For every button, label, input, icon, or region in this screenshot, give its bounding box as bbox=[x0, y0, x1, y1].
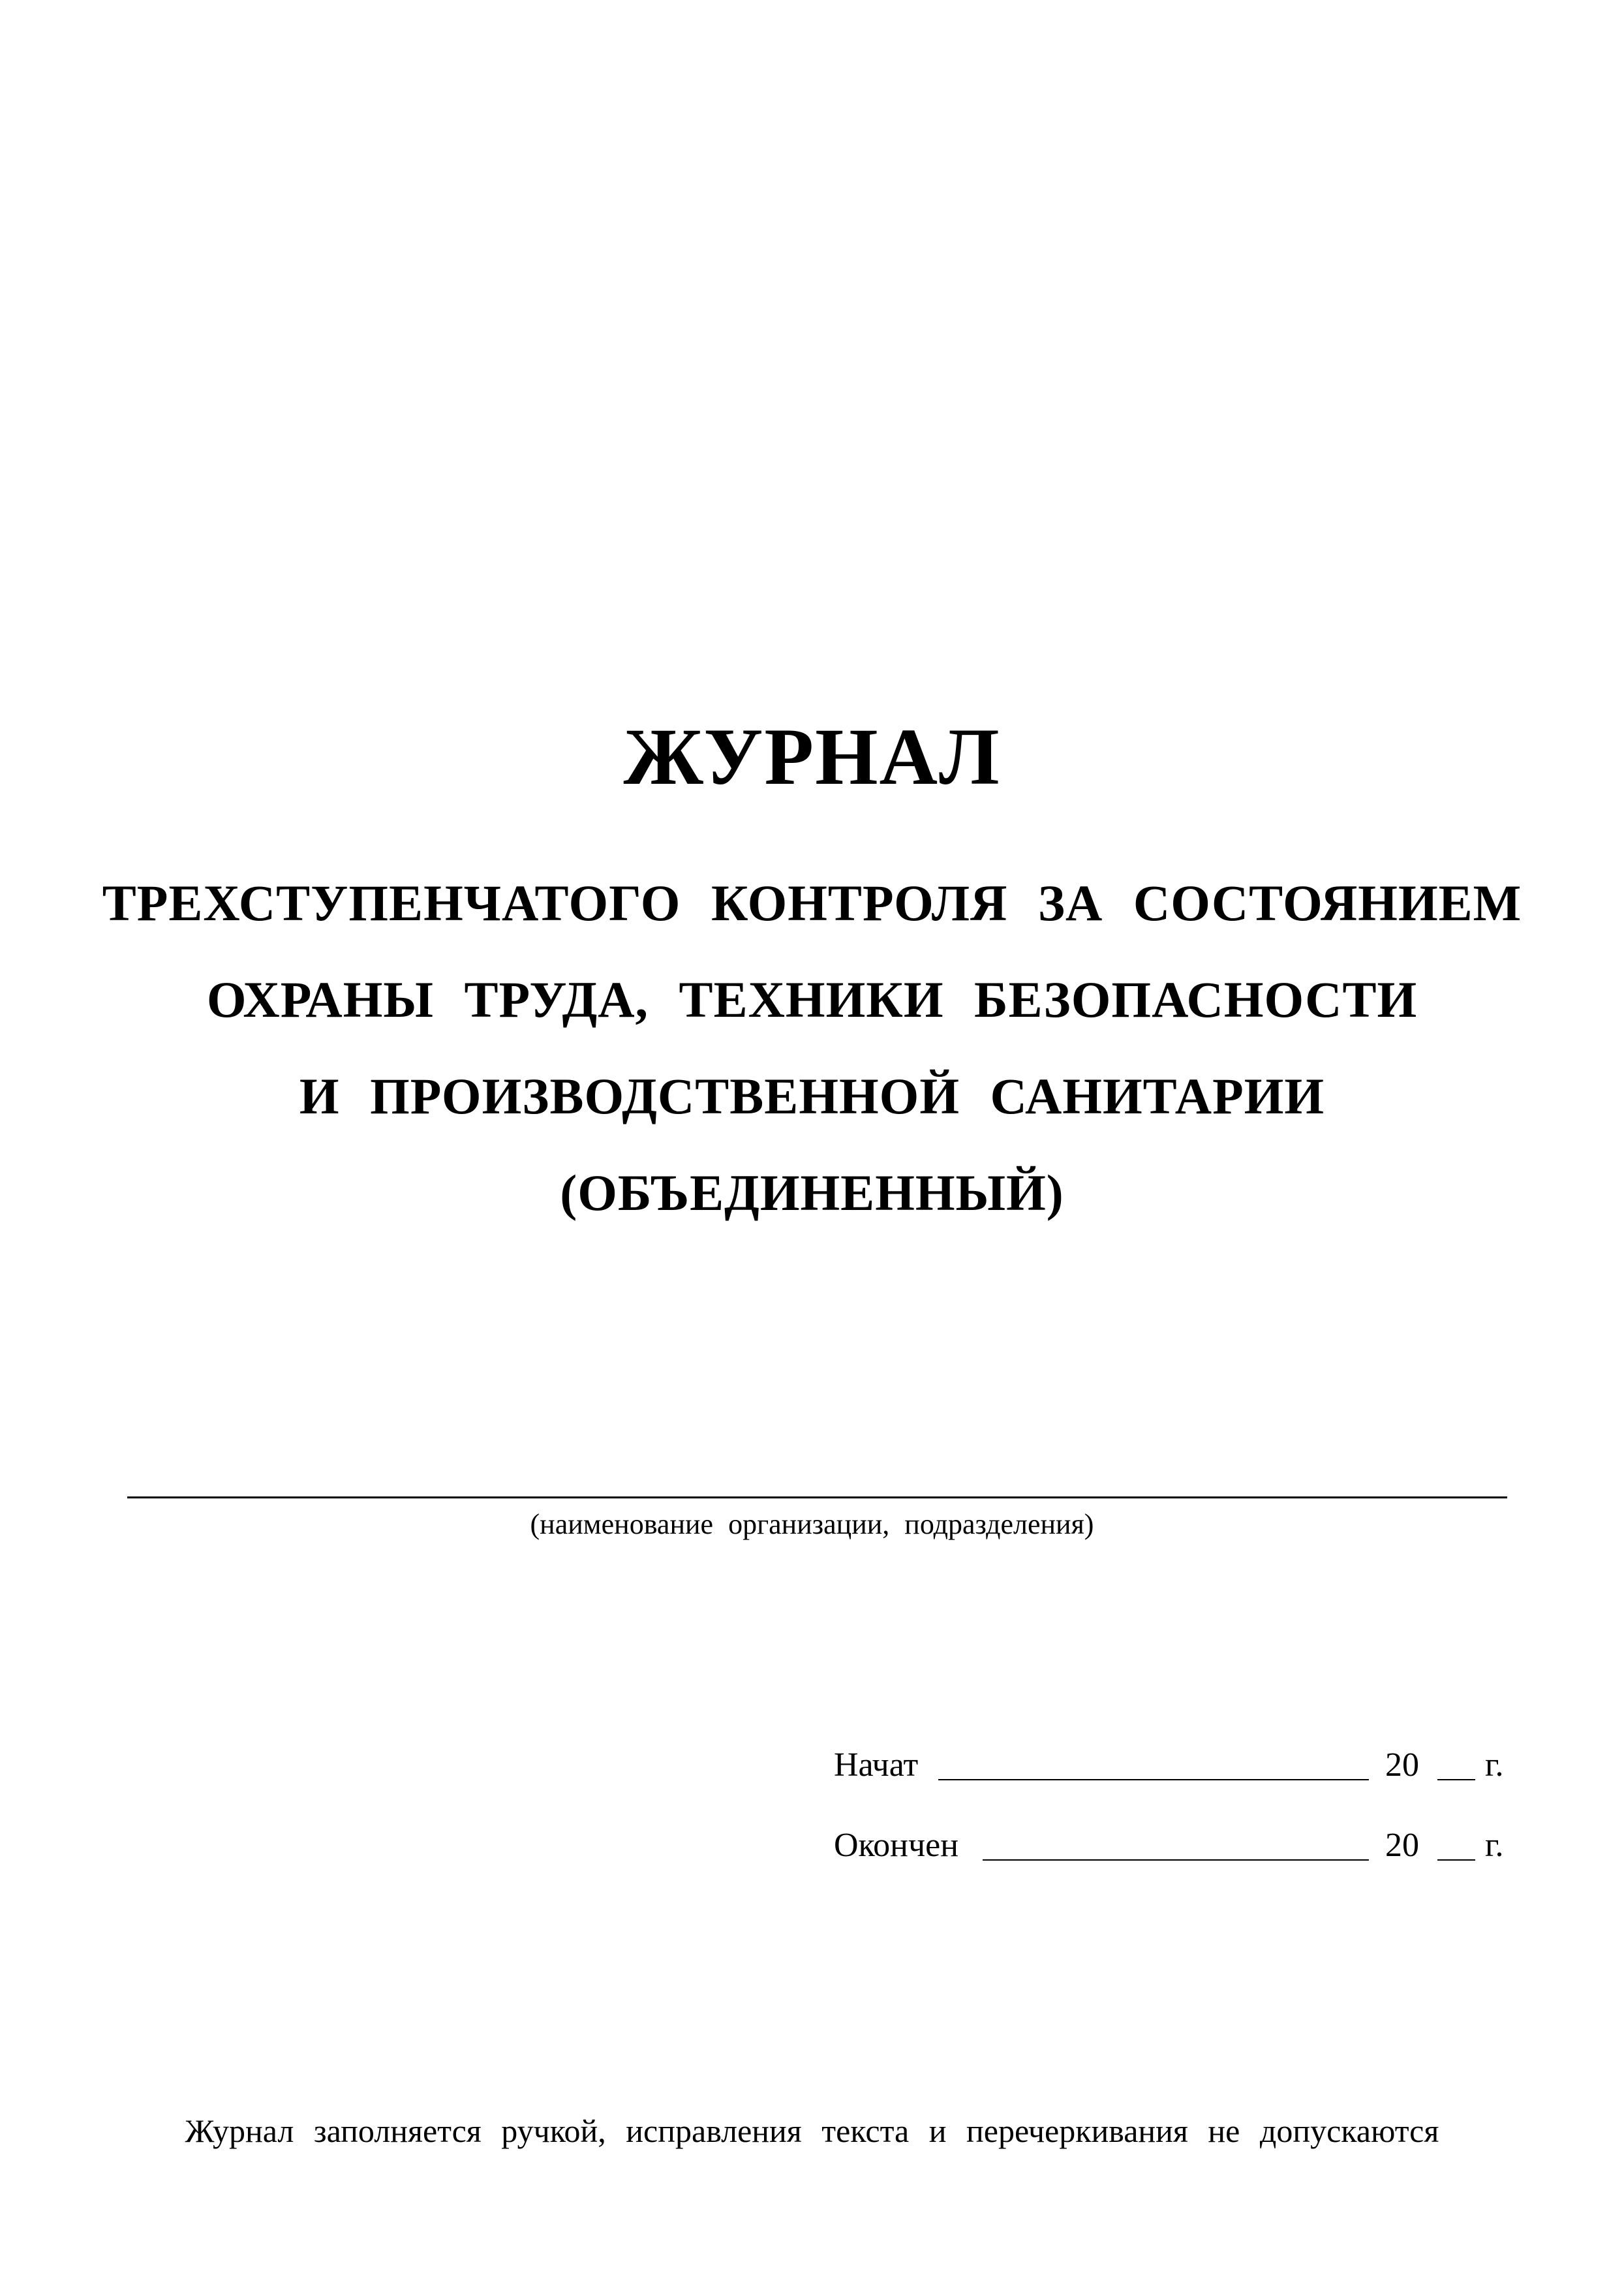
finished-year-blank-line[interactable] bbox=[1437, 1859, 1475, 1861]
finished-date-blank-line[interactable] bbox=[983, 1859, 1369, 1861]
footer-note: Журнал заполняется ручкой, исправления текста и перечеркивания не допускаются bbox=[185, 2113, 1439, 2149]
year-suffix: г. bbox=[1485, 1827, 1504, 1864]
organization-name-blank-line[interactable] bbox=[127, 1496, 1507, 1498]
year-prefix: 20 bbox=[1385, 1827, 1419, 1864]
page-title: ЖУРНАЛ bbox=[623, 712, 1001, 801]
subtitle-line: И ПРОИЗВОДСТВЕННОЙ САНИТАРИИ bbox=[299, 1068, 1325, 1124]
year-prefix: 20 bbox=[1385, 1746, 1419, 1784]
subtitle-line: ОХРАНЫ ТРУДА, ТЕХНИКИ БЕЗОПАСНОСТИ bbox=[206, 971, 1418, 1028]
journal-subtitle bbox=[0, 855, 1624, 1241]
subtitle-line: (ОБЪЕДИНЕННЫЙ) bbox=[560, 1164, 1064, 1221]
finished-label: Окончен bbox=[834, 1827, 959, 1864]
started-label: Начат bbox=[834, 1746, 919, 1784]
started-date-blank-line[interactable] bbox=[938, 1779, 1369, 1780]
subtitle-line: ТРЕХСТУПЕНЧАТОГО КОНТРОЛЯ ЗА СОСТОЯНИЕМ bbox=[102, 875, 1522, 931]
year-suffix: г. bbox=[1485, 1746, 1504, 1784]
organization-caption: (наименование организации, подразделения) bbox=[530, 1508, 1094, 1540]
started-year-blank-line[interactable] bbox=[1437, 1779, 1475, 1780]
